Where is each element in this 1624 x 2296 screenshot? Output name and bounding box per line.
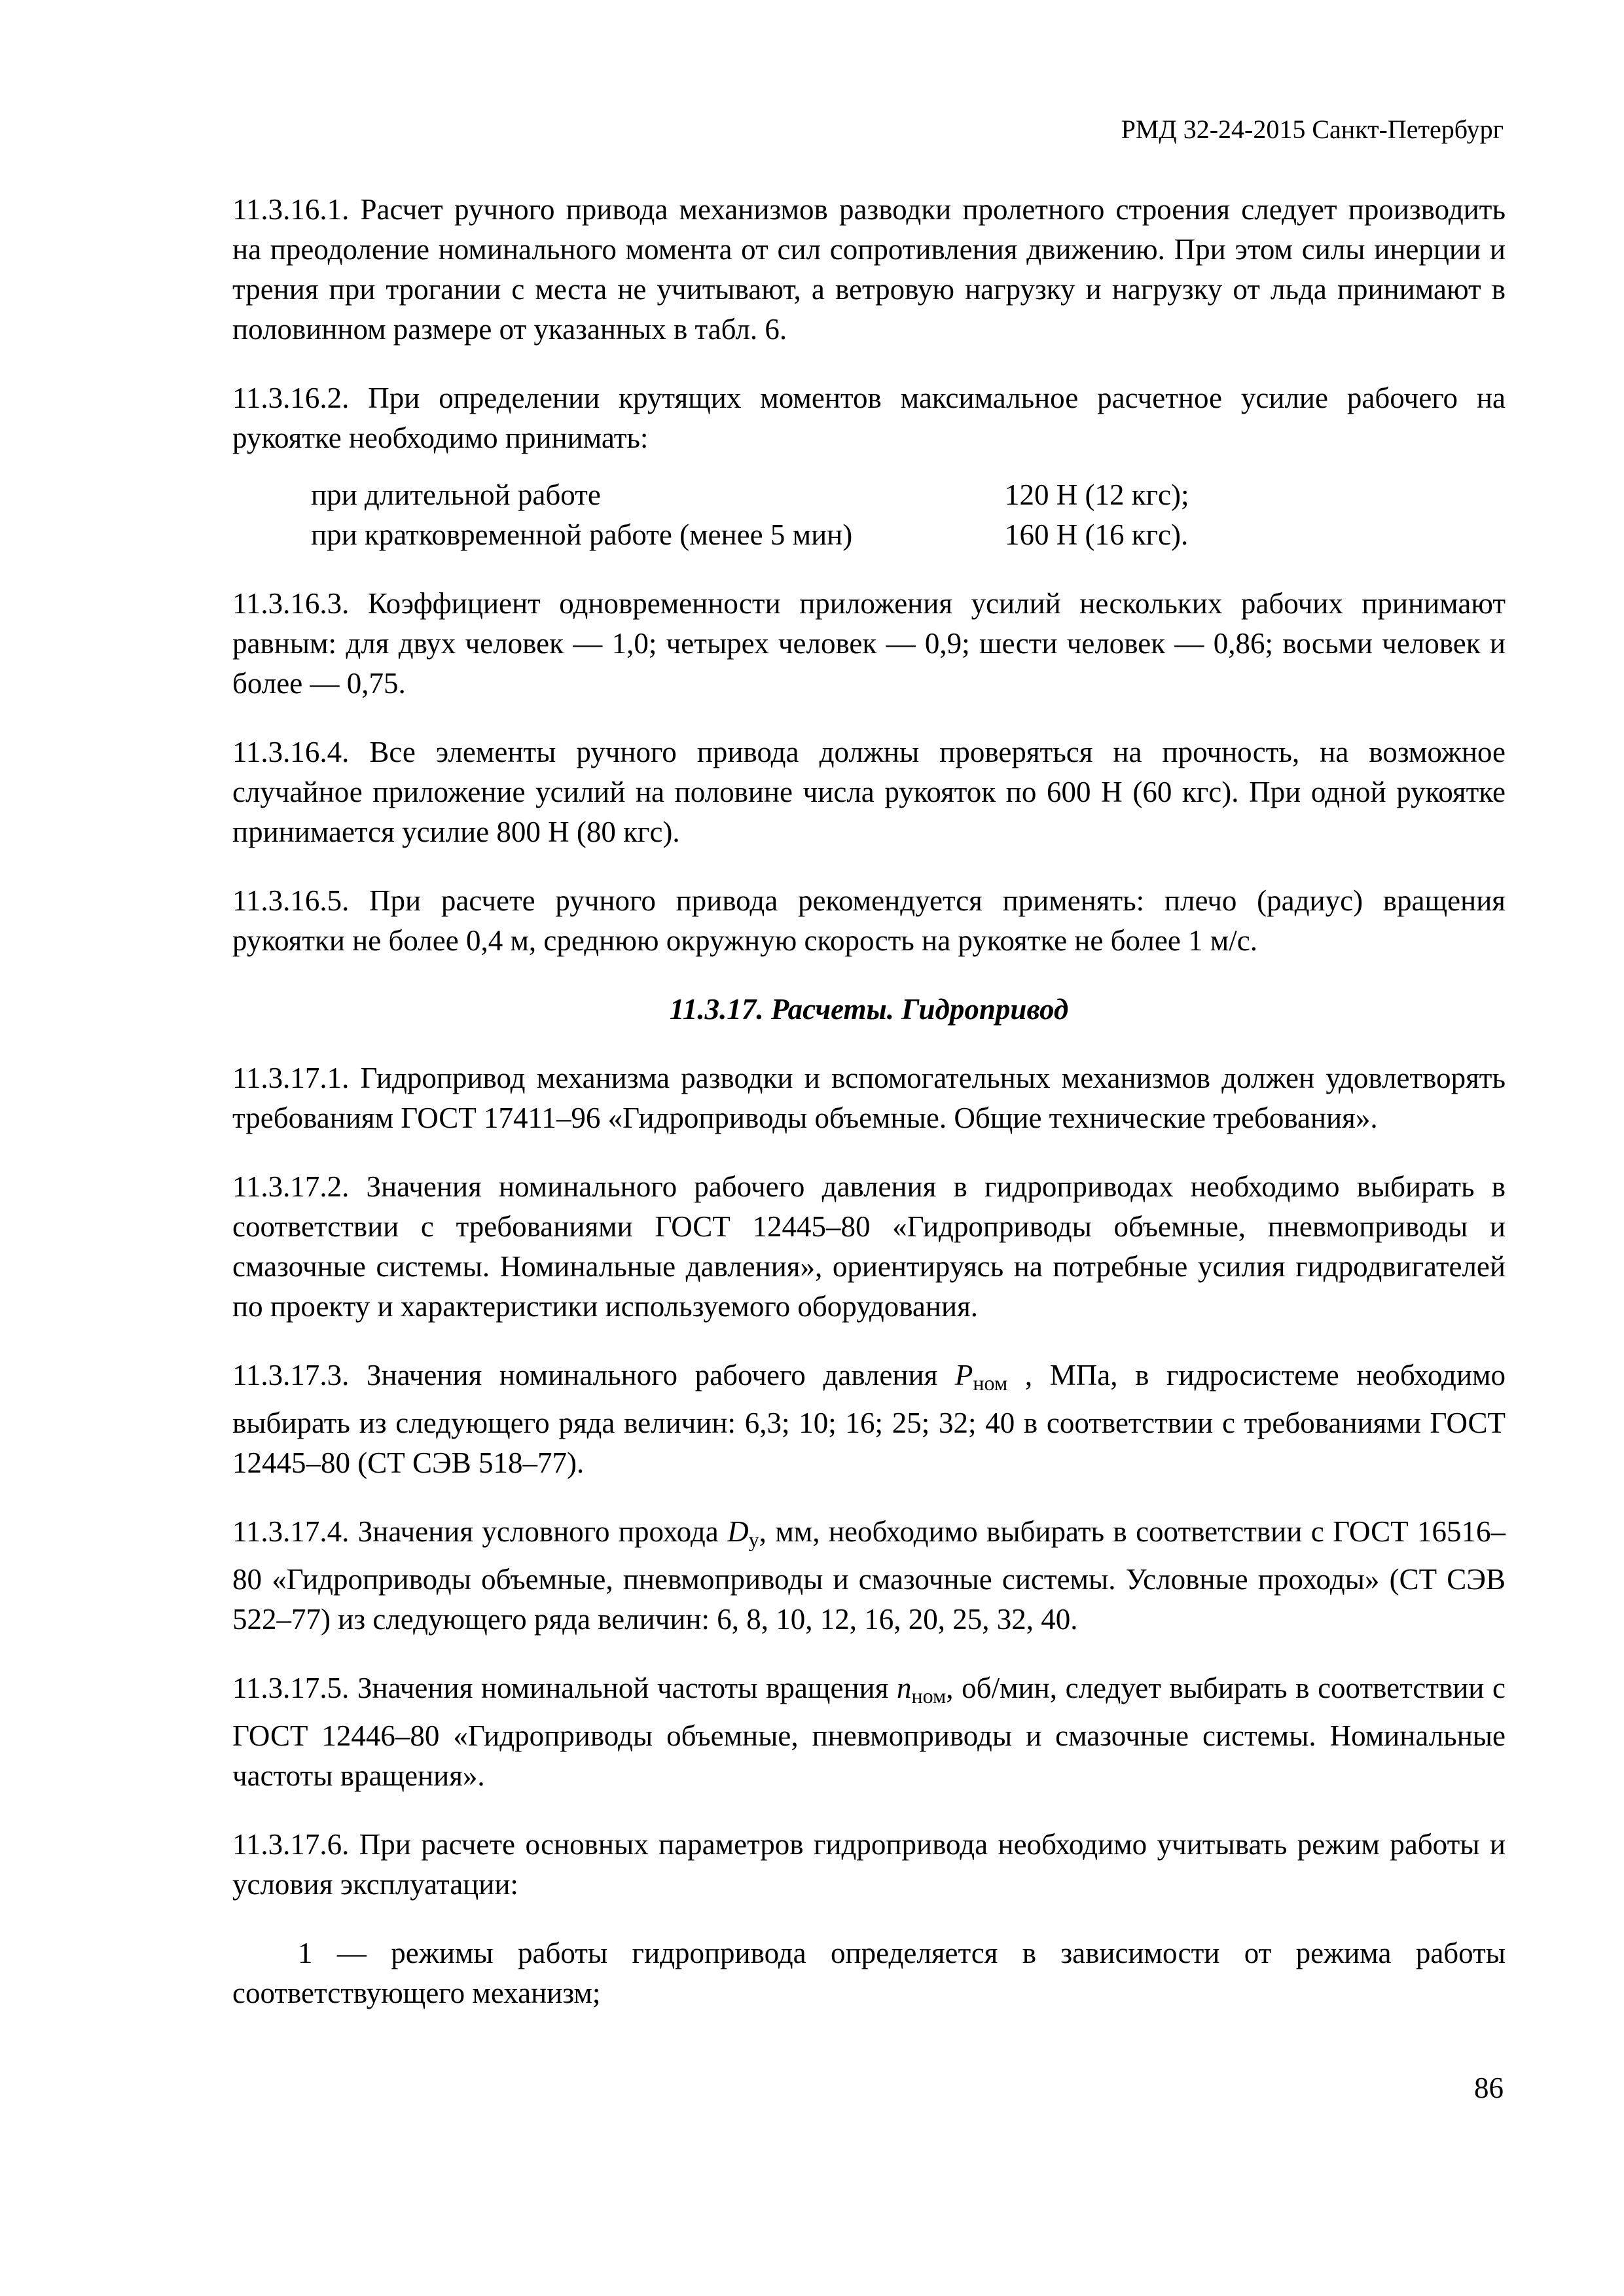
paragraph-11-3-17-4 xyxy=(232,1512,1506,1640)
load-row-short-term xyxy=(311,515,1506,555)
paragraph-text: , об/мин, следует выбирать в соответствии с ГОСТ 12446–80 «Гидроприводы объемные, пневмоприводы и смазочные системы. Номинальные частоты вращения». xyxy=(232,1672,1506,1792)
load-value: 120 Н (12 кгс); xyxy=(1005,478,1189,511)
paragraph-text: 11.3.17.4. Значения условного прохода xyxy=(232,1515,728,1548)
pressure-symbol: P xyxy=(954,1359,973,1391)
paragraph-11-3-17-2: 11.3.17.2. Значения номинального рабочего давления в гидроприводах необходимо выбирать в соответствии с требованиями ГОСТ 12445–80 «Гидроприводы объемные, пневмоприводы и смазочные системы. Номинальные давления», ориентируясь на потребные усилия гидродвигателей по проекту и характеристики используемого оборудования. xyxy=(232,1170,1506,1323)
paragraph-11-3-17-5 xyxy=(232,1668,1506,1796)
handle-load-table xyxy=(232,475,1506,555)
page-header: РМД 32-24-2015 Санкт-Петербург xyxy=(1121,115,1504,144)
frequency-symbol: n xyxy=(896,1672,912,1704)
paragraph-11-3-17-3 xyxy=(232,1355,1506,1483)
frequency-subscript: ном xyxy=(911,1684,947,1708)
paragraph-11-3-16-5: 11.3.16.5. При расчете ручного привода рекомендуется применять: плечо (радиус) вращения рукоятки не более 0,4 м, среднюю окружную скорость на рукоятке не более 1 м/с. xyxy=(232,884,1506,957)
paragraph-text: , МПа, в гидросистеме необходимо выбирать из следующего ряда величин: 6,3; 10; 16; 25; 32; 40 в соответствии с требованиями ГОСТ 12445–80 (СТ СЭВ 518–77). xyxy=(232,1359,1506,1479)
paragraph-text: 11.3.17.5. Значения номинальной частоты вращения xyxy=(232,1672,897,1704)
load-row-continuous xyxy=(311,475,1506,515)
document-body xyxy=(232,190,1506,2013)
paragraph-11-3-17-1: 11.3.17.1. Гидропривод механизма разводки и вспомогательных механизмов должен удовлетворять требованиям ГОСТ 17411–96 «Гидроприводы объемные. Общие технические требования». xyxy=(232,1062,1506,1134)
paragraph-11-3-16-4: 11.3.16.4. Все элементы ручного привода должны проверяться на прочность, на возможное случайное приложение усилий на половине числа рукояток по 600 Н (60 кгс). При одной рукоятке принимается усилие 800 Н (80 кгс). xyxy=(232,736,1506,848)
list-item: 1 — режимы работы гидропривода определяется в зависимости от режима работы соответствующего механизм; xyxy=(232,1937,1506,2009)
load-label: при кратковременной работе (менее 5 мин) xyxy=(311,518,853,551)
load-value: 160 Н (16 кгс). xyxy=(1005,518,1189,551)
diameter-symbol: D xyxy=(727,1515,749,1548)
load-label: при длительной работе xyxy=(311,478,601,511)
paragraph-11-3-17-6: 11.3.17.6. При расчете основных параметров гидропривода необходимо учитывать режим работы и условия эксплуатации: xyxy=(232,1828,1506,1901)
paragraph-11-3-16-1: 11.3.16.1. Расчет ручного привода механизмов разводки пролетного строения следует производить на преодоление номинального момента от сил сопротивления движению. При этом силы инерции и трения при трогании с места не учитывают, а ветровую нагрузку и нагрузку от льда принимают в половинном размере от указанных в табл. 6. xyxy=(232,193,1506,346)
paragraph-11-3-16-2: 11.3.16.2. При определении крутящих моментов максимальное расчетное усилие рабочего на рукоятке необходимо принимать: xyxy=(232,382,1506,454)
paragraph-11-3-16-3: 11.3.16.3. Коэффициент одновременности приложения усилий нескольких рабочих принимают равным: для двух человек — 1,0; четырех человек — 0,9; шести человек — 0,86; восьми человек и более — 0,75. xyxy=(232,587,1506,700)
diameter-subscript: у xyxy=(748,1528,759,1551)
section-heading: 11.3.17. Расчеты. Гидропривод xyxy=(669,993,1069,1026)
pressure-subscript: ном xyxy=(973,1371,1008,1395)
paragraph-text: , мм, необходимо выбирать в соответствии с ГОСТ 16516–80 «Гидроприводы объемные, пневмоприводы и смазочные системы. Условные проходы» (СТ СЭВ 522–77) из следующего ряда величин: 6, 8, 10, 12, 16, 20, 25, 32, 40. xyxy=(232,1515,1506,1636)
paragraph-text: 11.3.17.3. Значения номинального рабочего давления xyxy=(232,1359,955,1391)
page-number: 86 xyxy=(1474,2072,1504,2104)
